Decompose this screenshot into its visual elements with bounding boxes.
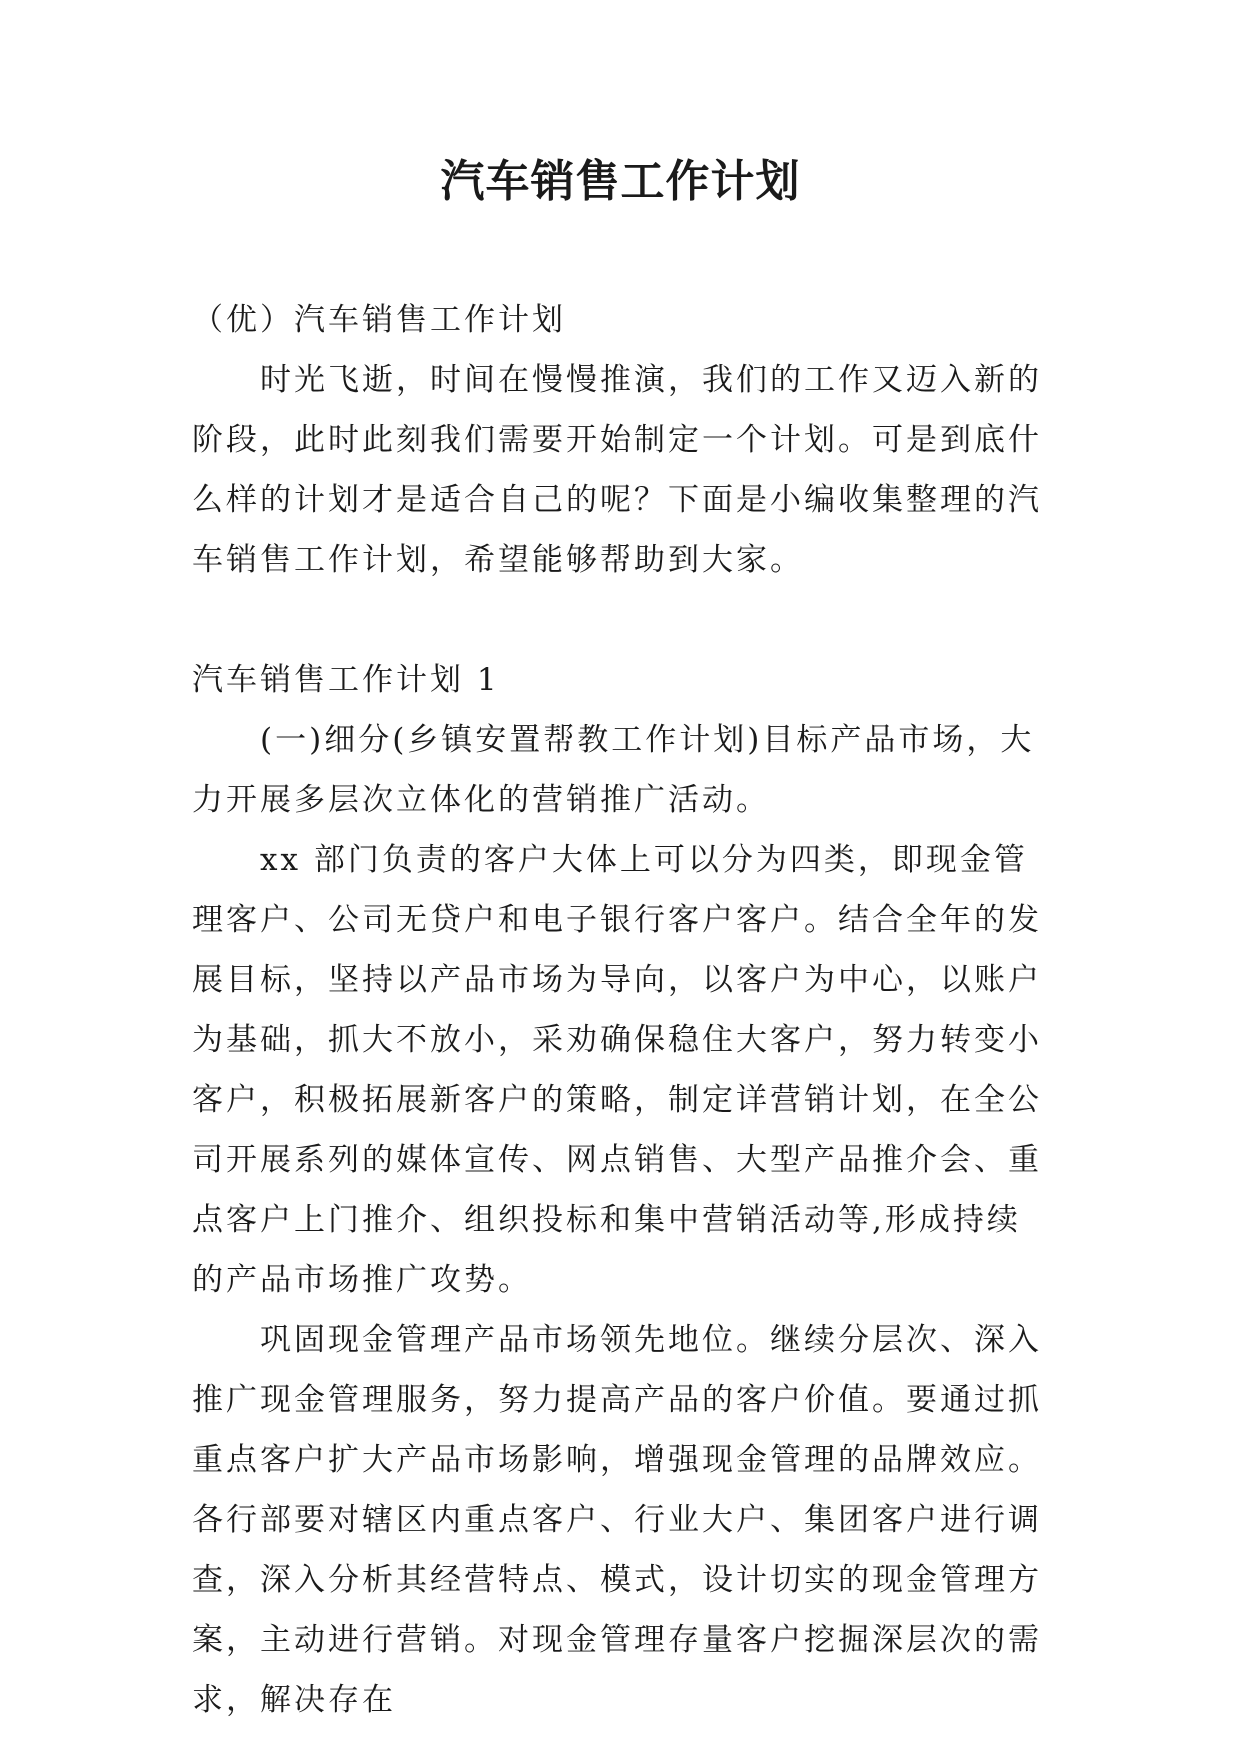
body-paragraph: (一)细分(乡镇安置帮教工作计划)目标产品市场，大力开展多层次立体化的营销推广活动。 — [192, 722, 1035, 818]
intro-paragraph: 时光飞逝，时间在慢慢推演，我们的工作又迈入新的阶段，此时此刻我们需要开始制定一个计划。可是到底什么样的计划才是适合自己的呢？下面是小编收集整理的汽车销售工作计划，希望能够帮助到大家。 — [192, 362, 1042, 578]
section-heading: 汽车销售工作计划 1 — [192, 662, 500, 698]
document-subtitle: （优）汽车销售工作计划 — [192, 302, 566, 338]
document-body — [192, 290, 1054, 1730]
body-paragraph: 巩固现金管理产品市场领先地位。继续分层次、深入推广现金管理服务，努力提高产品的客户价值。要通过抓重点客户扩大产品市场影响，增强现金管理的品牌效应。各行部要对辖区内重点客户、行业大户、集团客户进行调查，深入分析其经营特点、模式，设计切实的现金管理方案，主动进行营销。对现金管理存量客户挖掘深层次的需求，解决存在 — [192, 1322, 1042, 1718]
body-paragraph: xx 部门负责的客户大体上可以分为四类，即现金管理客户、公司无贷户和电子银行客户客户。结合全年的发展目标，坚持以产品市场为导向，以客户为中心，以账户为基础，抓大不放小，采劝确保稳住大客户，努力转变小客户，积极拓展新客户的策略，制定详营销计划，在全公司开展系列的媒体宣传、网点销售、大型产品推介会、重点客户上门推介、组织投标和集中营销活动等,形成持续的产品市场推广攻势。 — [192, 842, 1042, 1298]
document-title: 汽车销售工作计划 — [440, 156, 801, 207]
